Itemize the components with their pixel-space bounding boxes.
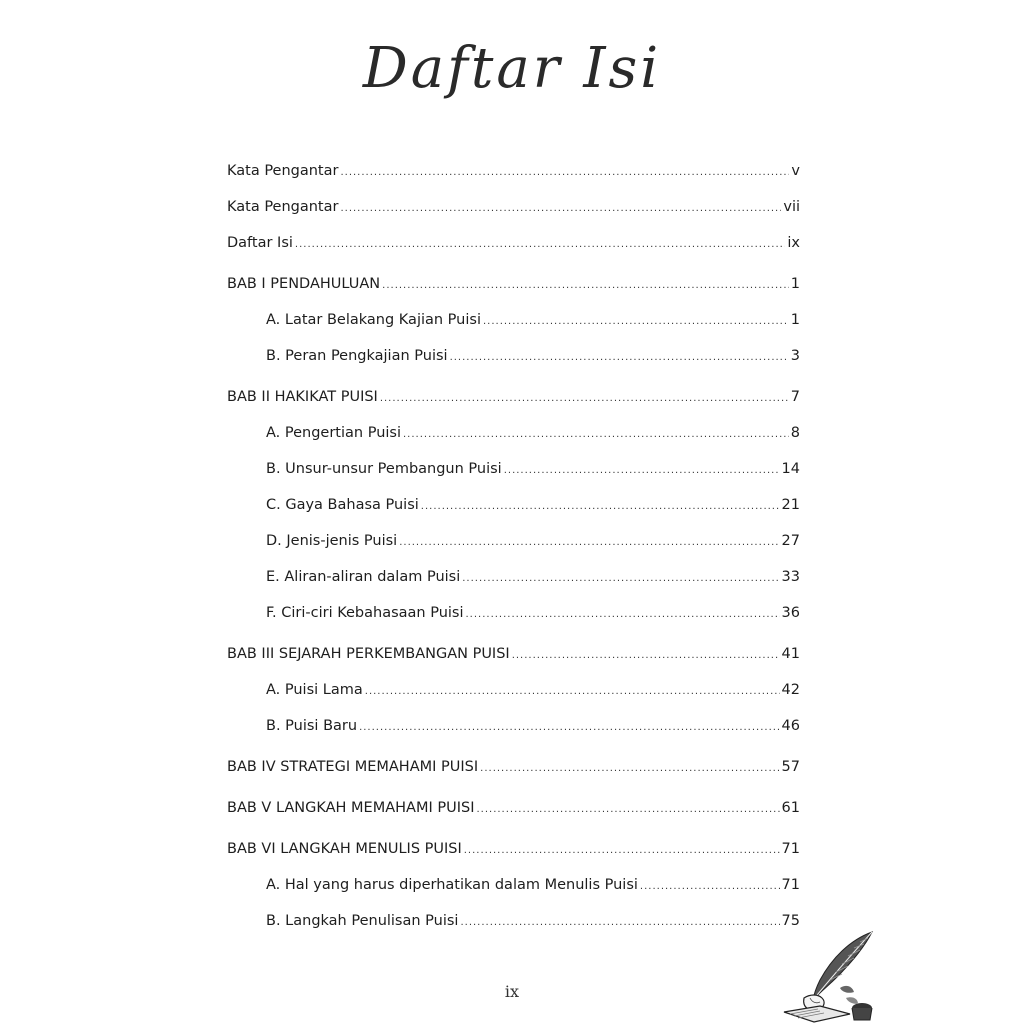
toc-entry-page: 14 xyxy=(781,461,800,477)
toc-entry-page: 1 xyxy=(790,312,800,328)
toc-entry-label: E. Aliran-aliran dalam Puisi xyxy=(266,569,461,585)
toc-leader-dots xyxy=(476,800,779,820)
toc-entry-label: BAB IV STRATEGI MEMAHAMI PUISI xyxy=(227,759,479,775)
toc-leader-dots xyxy=(359,718,779,738)
toc-leader-dots xyxy=(512,646,780,666)
page-number: ix xyxy=(504,982,520,1001)
toc-entry-label: B. Puisi Baru xyxy=(266,718,358,734)
toc-entry-page: 57 xyxy=(781,759,800,775)
toc-entry-page: 36 xyxy=(781,605,800,621)
toc-leader-dots xyxy=(295,235,785,255)
toc-leader-dots xyxy=(450,348,789,368)
toc-entry xyxy=(227,798,800,818)
toc-entry xyxy=(227,839,800,859)
toc-entry-label: BAB I PENDAHULUAN xyxy=(227,276,381,292)
toc-entry-page: 71 xyxy=(781,841,800,857)
toc-entry-label: D. Jenis-jenis Puisi xyxy=(266,533,398,549)
toc-entry-label: F. Ciri-ciri Kebahasaan Puisi xyxy=(266,605,464,621)
toc-entry-label: A. Puisi Lama xyxy=(266,682,363,698)
toc-entry-page: 71 xyxy=(781,877,800,893)
toc-entry xyxy=(266,875,800,895)
toc-entry-page: 7 xyxy=(790,389,800,405)
toc-entry-label: C. Gaya Bahasa Puisi xyxy=(266,497,419,513)
toc-leader-dots xyxy=(421,497,780,517)
toc-leader-dots xyxy=(340,199,781,219)
toc-entry-page: 27 xyxy=(781,533,800,549)
toc-entry-label: B. Peran Pengkajian Puisi xyxy=(266,348,448,364)
toc-entry-label: A. Latar Belakang Kajian Puisi xyxy=(266,312,481,328)
toc-entry-label: Kata Pengantar xyxy=(227,199,339,215)
toc-entry-page: 75 xyxy=(781,913,800,929)
toc-entry xyxy=(266,495,800,515)
toc-entry xyxy=(266,680,800,700)
toc-entry xyxy=(227,197,800,217)
toc-leader-dots xyxy=(399,533,779,553)
toc-entry xyxy=(266,716,800,736)
toc-leader-dots xyxy=(483,312,789,332)
toc-entry-label: BAB II HAKIKAT PUISI xyxy=(227,389,378,405)
toc-entry-page: 41 xyxy=(781,646,800,662)
toc-leader-dots xyxy=(480,759,779,779)
toc-entry xyxy=(266,531,800,551)
toc-entry-page: 46 xyxy=(781,718,800,734)
toc-entry-label: BAB V LANGKAH MEMAHAMI PUISI xyxy=(227,800,475,816)
toc-entry-label: A. Hal yang harus diperhatikan dalam Menulis Puisi xyxy=(266,877,638,893)
toc-entry-page: 3 xyxy=(790,348,800,364)
toc-leader-dots xyxy=(340,163,789,183)
page-title: Daftar Isi xyxy=(362,36,662,101)
toc-entry xyxy=(227,274,800,294)
toc-entry xyxy=(266,567,800,587)
toc-entry xyxy=(266,911,800,931)
toc-entry-label: B. Unsur-unsur Pembangun Puisi xyxy=(266,461,502,477)
toc-entry-page: ix xyxy=(787,235,800,251)
toc-entry xyxy=(266,310,800,330)
quill-inkwell-icon xyxy=(780,928,880,1024)
toc-entry-page: 42 xyxy=(781,682,800,698)
toc-leader-dots xyxy=(380,389,789,409)
toc-entry-label: BAB VI LANGKAH MENULIS PUISI xyxy=(227,841,462,857)
toc-entry xyxy=(227,757,800,777)
toc-leader-dots xyxy=(466,605,780,625)
toc-entry-page: 61 xyxy=(781,800,800,816)
toc-entry-page: 8 xyxy=(790,425,800,441)
toc-entry-page: 1 xyxy=(790,276,800,292)
toc-entry xyxy=(227,161,800,181)
toc-entry-label: Daftar Isi xyxy=(227,235,293,251)
toc-entry xyxy=(266,603,800,623)
toc-entry-page: 33 xyxy=(781,569,800,585)
toc-entry-page: vii xyxy=(783,199,800,215)
toc-entry-label: Kata Pengantar xyxy=(227,163,339,179)
toc-leader-dots xyxy=(464,841,780,861)
toc-entry xyxy=(266,346,800,366)
toc-entry xyxy=(266,459,800,479)
toc-leader-dots xyxy=(460,913,779,933)
toc-entry xyxy=(227,233,800,253)
toc-leader-dots xyxy=(365,682,780,702)
toc-entry xyxy=(227,387,800,407)
toc-leader-dots xyxy=(462,569,779,589)
toc-entry-page: 21 xyxy=(781,497,800,513)
toc-entry-label: A. Pengertian Puisi xyxy=(266,425,401,441)
toc-entry xyxy=(227,644,800,664)
toc-leader-dots xyxy=(403,425,789,445)
toc-entry-page: v xyxy=(791,163,800,179)
toc-leader-dots xyxy=(504,461,780,481)
toc-leader-dots xyxy=(640,877,780,897)
toc-entry-label: B. Langkah Penulisan Puisi xyxy=(266,913,459,929)
toc-entry xyxy=(266,423,800,443)
toc-leader-dots xyxy=(382,276,789,296)
toc-entry-label: BAB III SEJARAH PERKEMBANGAN PUISI xyxy=(227,646,510,662)
